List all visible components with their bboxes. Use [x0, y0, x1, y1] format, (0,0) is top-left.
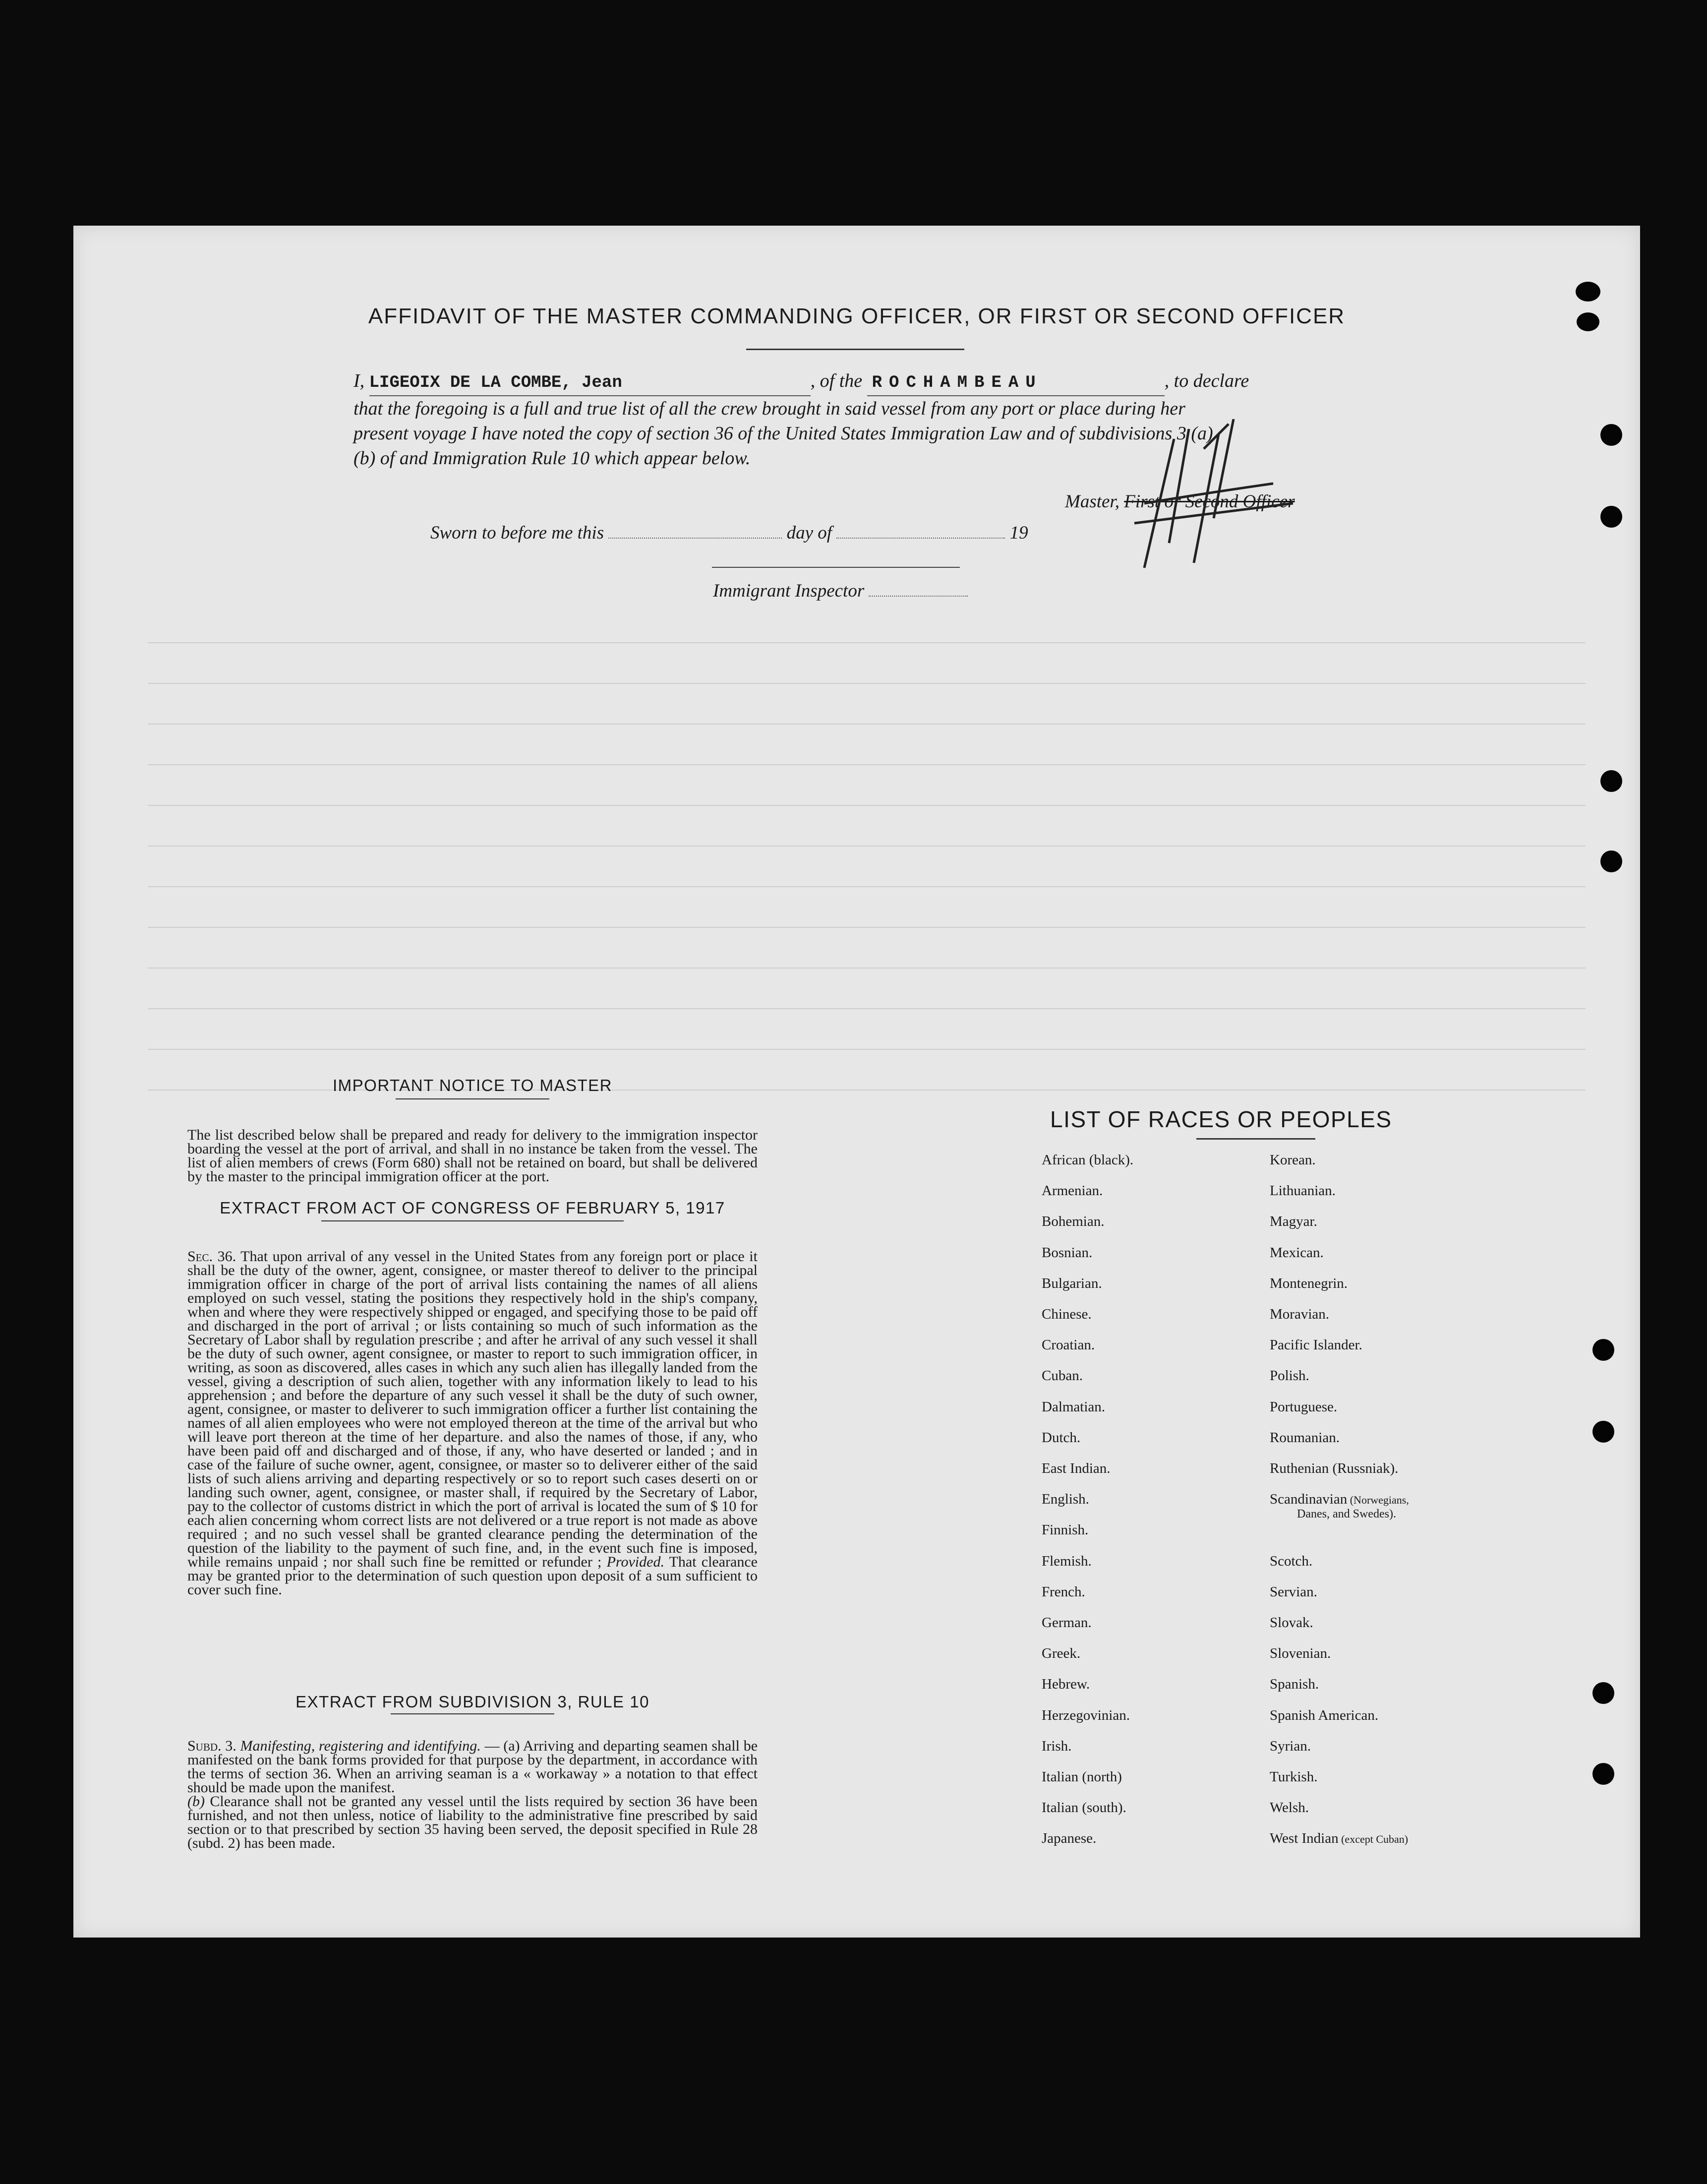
inspector-line — [713, 580, 968, 602]
act-heading-rule — [321, 1220, 624, 1221]
race-item: Scandinavian (Norwegians, Danes, and Swedes). — [1270, 1491, 1409, 1521]
act-provided-label: Provided. — [606, 1554, 664, 1570]
declaration-line-3: present voyage I have noted the copy of section 36 of the United States Immigration Law and of subdivisions 3 (a) — [353, 423, 1213, 444]
rule-subdivision-a — [187, 1739, 758, 1795]
race-item: Montenegrin. — [1270, 1275, 1348, 1291]
race-item: Croatian. — [1042, 1337, 1095, 1353]
race-item: Slovak. — [1270, 1615, 1313, 1631]
race-item: Flemish. — [1042, 1553, 1092, 1569]
affidavit-title: AFFIDAVIT OF THE MASTER COMMANDING OFFICER, OR FIRST OR SECOND OFFICER — [368, 304, 1346, 328]
sworn-line — [430, 522, 1028, 544]
bleed-through-table — [148, 603, 1586, 1098]
punch-hole — [1600, 424, 1622, 446]
race-item: Armenian. — [1042, 1183, 1103, 1199]
race-item: Chinese. — [1042, 1306, 1092, 1322]
vessel-name-field: ROCHAMBEAU — [867, 370, 1165, 396]
race-item: Italian (south). — [1042, 1800, 1126, 1816]
master-name-field: LIGEOIX DE LA COMBE, Jean — [369, 370, 811, 396]
race-item: Irish. — [1042, 1738, 1072, 1754]
races-title-rule — [1196, 1138, 1315, 1140]
rule-heading: EXTRACT FROM SUBDIVISION 3, RULE 10 — [295, 1693, 649, 1711]
punch-hole — [1592, 1682, 1614, 1704]
race-item: Korean. — [1270, 1152, 1316, 1168]
document-page — [73, 226, 1640, 1938]
races-title: LIST OF RACES OR PEOPLES — [1050, 1106, 1392, 1132]
of-the-label: , of the — [810, 370, 863, 391]
act-tail: That clearance may be granted prior to the determination of such question upon deposit of a sum sufficient to cover such fine. — [187, 1554, 758, 1598]
inspector-blank — [869, 581, 968, 597]
race-item: East Indian. — [1042, 1460, 1111, 1476]
rule-subd-label: Subd. 3. — [187, 1738, 236, 1754]
rule-subd-italic: Manifesting, registering and identifying. — [240, 1738, 481, 1754]
race-item: Servian. — [1270, 1583, 1317, 1600]
race-item: Cuban. — [1042, 1368, 1083, 1384]
title-underline — [746, 349, 964, 350]
punch-hole — [1576, 282, 1600, 302]
race-item: Lithuanian. — [1270, 1183, 1336, 1199]
race-item: Spanish American. — [1270, 1707, 1379, 1723]
race-item: Herzegovinian. — [1042, 1707, 1130, 1723]
punch-hole — [1577, 312, 1599, 331]
declaration-line-2: that the foregoing is a full and true list of all the crew brought in said vessel from any port or place during her — [353, 398, 1185, 419]
race-item: African (black). — [1042, 1152, 1134, 1168]
punch-hole — [1600, 770, 1622, 792]
race-item: Greek. — [1042, 1645, 1081, 1662]
race-item: Magyar. — [1270, 1213, 1317, 1230]
race-item: Turkish. — [1270, 1769, 1318, 1785]
race-item: Moravian. — [1270, 1306, 1329, 1322]
punch-hole — [1592, 1339, 1614, 1361]
declaration-line-4: (b) of and Immigration Rule 10 which appear below. — [353, 448, 751, 469]
race-item: Pacific Islander. — [1270, 1337, 1362, 1353]
rule-subdivision-b — [187, 1795, 758, 1850]
race-item: Bosnian. — [1042, 1244, 1093, 1261]
master-label: Master, — [1065, 491, 1119, 512]
pronoun: I, — [353, 370, 365, 391]
race-item: Bohemian. — [1042, 1213, 1105, 1230]
handwritten-signature — [1115, 419, 1372, 583]
struck-officer-label: First or Second Officer — [1124, 491, 1295, 512]
sworn-label: Sworn to before me this — [430, 523, 604, 543]
race-item: Mexican. — [1270, 1244, 1324, 1261]
race-item: Ruthenian (Russniak). — [1270, 1460, 1399, 1476]
punch-hole — [1600, 850, 1622, 872]
race-item: French. — [1042, 1583, 1085, 1600]
race-item: Finnish. — [1042, 1522, 1089, 1538]
race-item: Spanish. — [1270, 1676, 1319, 1693]
rule-b-text: Clearance shall not be granted any vessel until the lists required by section 36 have been furnished, and not then unless, notice of liability to the administrative fine prescribed by said section or to that prescribed by section 35 having been served, the deposit specified in Rule 28 (subd. 2) has been made. — [187, 1793, 758, 1851]
year-label: 19 — [1009, 523, 1028, 543]
inspector-signature-line — [712, 567, 960, 568]
act-heading: EXTRACT FROM ACT OF CONGRESS OF FEBRUARY 5, 1917 — [220, 1199, 725, 1217]
inspector-label: Immigrant Inspector — [713, 581, 865, 601]
rule-heading-rule — [391, 1713, 554, 1714]
sworn-month-blank — [836, 523, 1005, 539]
race-item: West Indian (except Cuban) — [1270, 1830, 1409, 1847]
act-section-label: Sec. 36. — [187, 1248, 236, 1265]
punch-hole — [1600, 506, 1622, 528]
sworn-day-blank — [608, 523, 782, 539]
notice-text: The list described below shall be prepared and ready for delivery to the immigration inspector boarding the vessel at the port of arrival, and shall in no instance be taken from the vessel. The list of alien members of crews (Form 680) shall not be retained on board, but shall be delivered by the master to the principal immigration officer at the port. — [187, 1127, 758, 1185]
scandinavian-note-line2: Danes, and Swedes). — [1297, 1508, 1396, 1521]
act-text — [187, 1250, 758, 1597]
punch-hole — [1592, 1421, 1614, 1443]
race-item: Japanese. — [1042, 1830, 1097, 1847]
race-item: Polish. — [1270, 1368, 1309, 1384]
race-item: Welsh. — [1270, 1800, 1309, 1816]
notice-heading-rule — [396, 1098, 549, 1099]
punch-hole — [1592, 1763, 1614, 1785]
rule-subd-text: — (a) Arriving and departing seamen shall be manifested on the bank forms provided for that purpose by the department, in accordance with the terms of section 36. When an arriving seaman is a « workaway » a notation to that effect should be made upon the manifest. — [187, 1738, 758, 1796]
to-declare-label: , to declare — [1164, 370, 1249, 391]
race-item: Bulgarian. — [1042, 1275, 1102, 1291]
race-item: Roumanian. — [1270, 1429, 1340, 1446]
race-item: Hebrew. — [1042, 1676, 1090, 1693]
act-body: That upon arrival of any vessel in the United States from any foreign port or place it shall be the duty of the owner, agent, consignee, or master thereof to deliver to the principal immigration officer in charge of the port of arrival lists containing the names of all aliens employed on such vessel, stating the positions they respectively hold in the ship's company, when and where they were respectively shipped or engaged, and specifying those to be paid off and discharged in the port of arrival ; or lists containing so much of such information as the Secretary of Labor shall by regulation prescribe ; and after he arrival of any such vessel it shall be the duty of such owner, agent consignee, or master to report to such immigration officer, in writing, as soon as discovered, alles cases in which any such alien has illegally landed from the vessel, giving a description of such alien, together with any information likely to lead to his apprehension ; and before the departure of any such vessel it shall be the duty of such owner, agent, consignee, or master to deliverer to such immigration officer a further list containing the names of all alien employees who were not employed thereon at the time of the arrival but who will leave port thereon at the time of her departure. and also the names of those, if any, who have been paid off and discharged and of those, if any, who have deserted or landed ; and in case of the failure of suche owner, agent, consignee, or master so to deliverer either of the said lists of such aliens arriving and departing respectively or so to report such cases deserti on or landing such owner, agent, consignee, or master shall, if required by the Secretary of Labor, pay to the collector of customs district in which the port of arrival is located the sum of $ 10 for each alien concerning whom correct lists are not delivered or a true report is not made as above required ; and no such vessel shall be granted clearance pending the determination of the question of the liability to the payment of such fine, and, in the event such fine is imposed, while remains unpaid ; nor shall such fine be remitted or refunder ; — [187, 1248, 758, 1570]
notice-heading: IMPORTANT NOTICE TO MASTER — [332, 1076, 612, 1094]
race-item: Syrian. — [1270, 1738, 1311, 1754]
race-item: Portuguese. — [1270, 1398, 1338, 1415]
race-item: Italian (north) — [1042, 1769, 1122, 1785]
race-item: Dalmatian. — [1042, 1398, 1106, 1415]
race-item: Scotch. — [1270, 1553, 1313, 1569]
scandinavian-note: (Norwegians, — [1347, 1494, 1409, 1507]
race-item: Dutch. — [1042, 1429, 1081, 1446]
race-item: Slovenian. — [1270, 1645, 1331, 1662]
race-item: German. — [1042, 1615, 1092, 1631]
day-of-label: day of — [786, 523, 832, 543]
rule-b-label: (b) — [187, 1793, 205, 1810]
west-indian-note: (except Cuban) — [1338, 1833, 1409, 1846]
rule-text — [187, 1739, 758, 1850]
race-item: English. — [1042, 1491, 1089, 1508]
